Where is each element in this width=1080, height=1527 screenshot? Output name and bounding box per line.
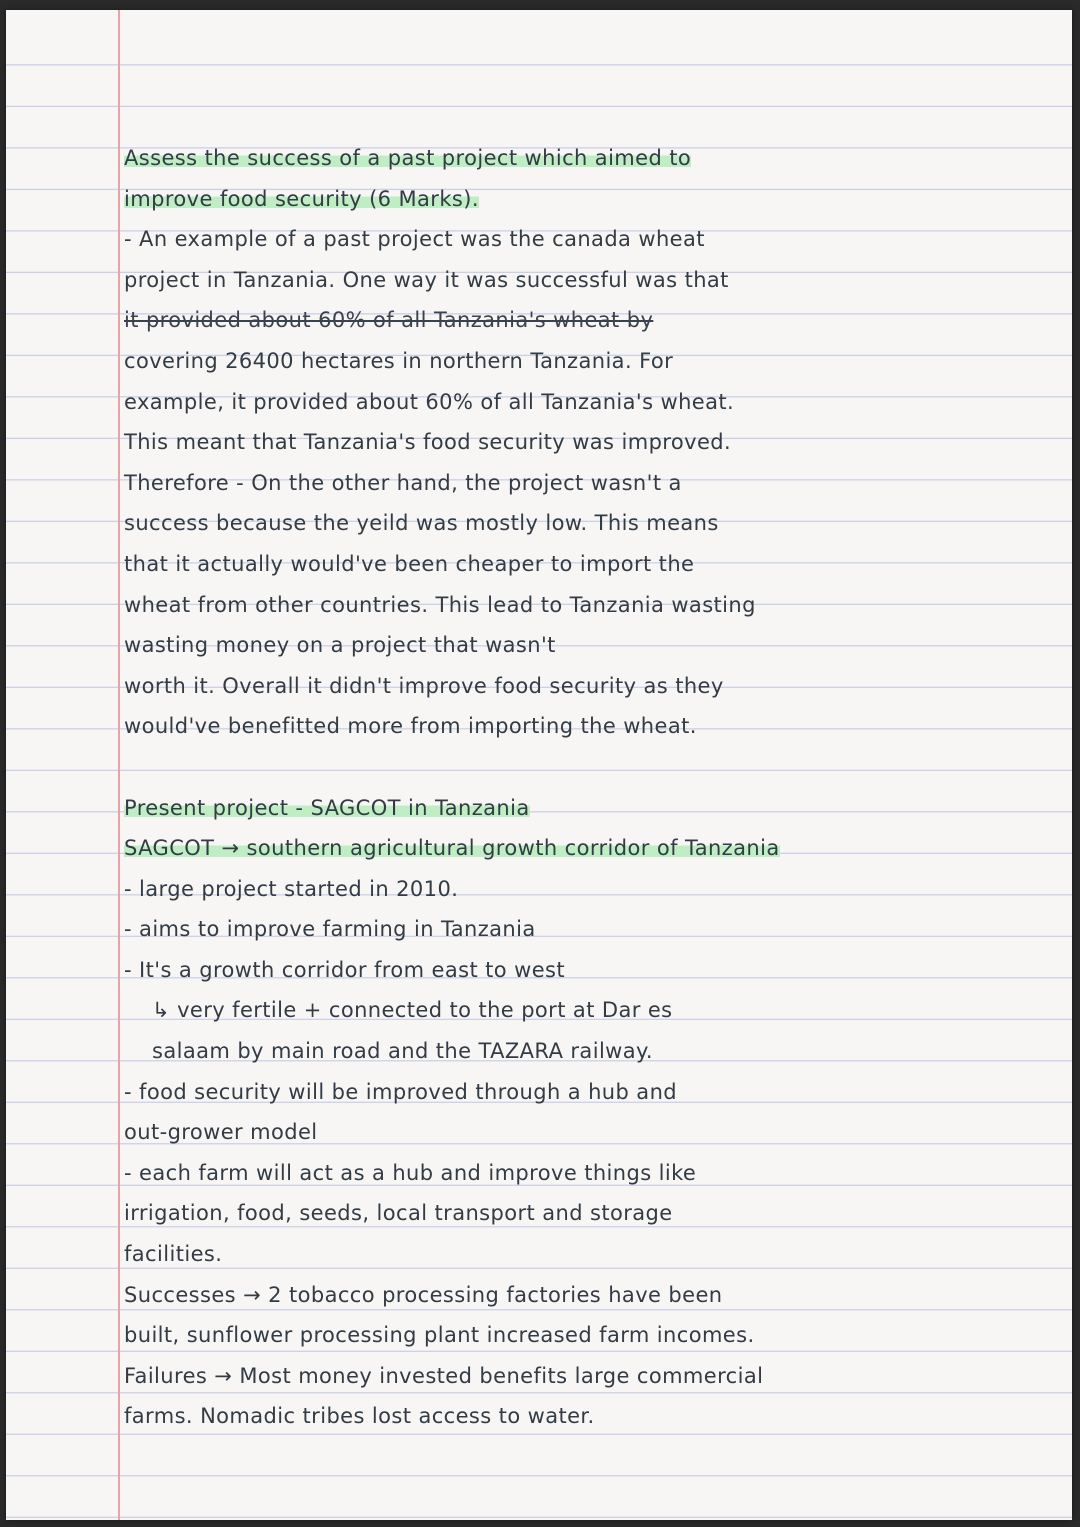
failures-line: Failures → Most money invested benefits large commercial [124, 1363, 764, 1388]
answer-line: worth it. Overall it didn't improve food security as they [124, 673, 724, 698]
note-line: salaam by main road and the TAZARA railway. [152, 1039, 653, 1064]
answer-line: This meant that Tanzania's food security was improved. [124, 430, 732, 455]
note-line: farms. Nomadic tribes lost access to water. [124, 1404, 595, 1429]
note-line: built, sunflower processing plant increased farm incomes. [124, 1323, 755, 1348]
note-line: facilities. [124, 1242, 223, 1267]
answer-line: that it actually would've been cheaper to import the [124, 551, 695, 576]
note-line: - food security will be improved through a hub and [124, 1079, 678, 1104]
answer-line: example, it provided about 60% of all Tanzania's wheat. [124, 389, 735, 414]
handwritten-notes [120, 138, 980, 1437]
notebook-page [6, 10, 1072, 1520]
answer-line: wheat from other countries. This lead to Tanzania wasting [124, 592, 756, 617]
question-line: improve food security (6 Marks). [124, 186, 479, 211]
answer-line: project in Tanzania. One way it was successful was that [124, 267, 729, 292]
note-line: ↳ very fertile + connected to the port at Dar es [152, 998, 673, 1023]
answer-line: covering 26400 hectares in northern Tanzania. For [124, 348, 674, 373]
blank-line [120, 747, 980, 788]
answer-line: - An example of a past project was the canada wheat [124, 227, 705, 252]
note-line: out-grower model [124, 1120, 318, 1145]
successes-line: Successes → 2 tobacco processing factories have been [124, 1282, 723, 1307]
note-line: SAGCOT → southern agricultural growth corridor of Tanzania [124, 836, 780, 861]
answer-line: Therefore - On the other hand, the project wasn't a [124, 470, 682, 495]
answer-line: success because the yeild was mostly low. This means [124, 511, 719, 536]
section-heading: Present project - SAGCOT in Tanzania [124, 795, 530, 820]
answer-line [120, 300, 980, 341]
crossed-out-text: it provided about 60% of all Tanzania's wheat by [124, 308, 654, 333]
answer-line: wasting money on a project that wasn't [124, 633, 556, 658]
note-line: irrigation, food, seeds, local transport and storage [124, 1201, 673, 1226]
answer-line: would've benefitted more from importing the wheat. [124, 714, 697, 739]
note-line: - large project started in 2010. [124, 876, 459, 901]
note-line: - aims to improve farming in Tanzania [124, 917, 536, 942]
question-line: Assess the success of a past project which aimed to [124, 146, 692, 170]
note-line: - It's a growth corridor from east to west [124, 957, 565, 982]
note-line: - each farm will act as a hub and improve things like [124, 1160, 697, 1185]
